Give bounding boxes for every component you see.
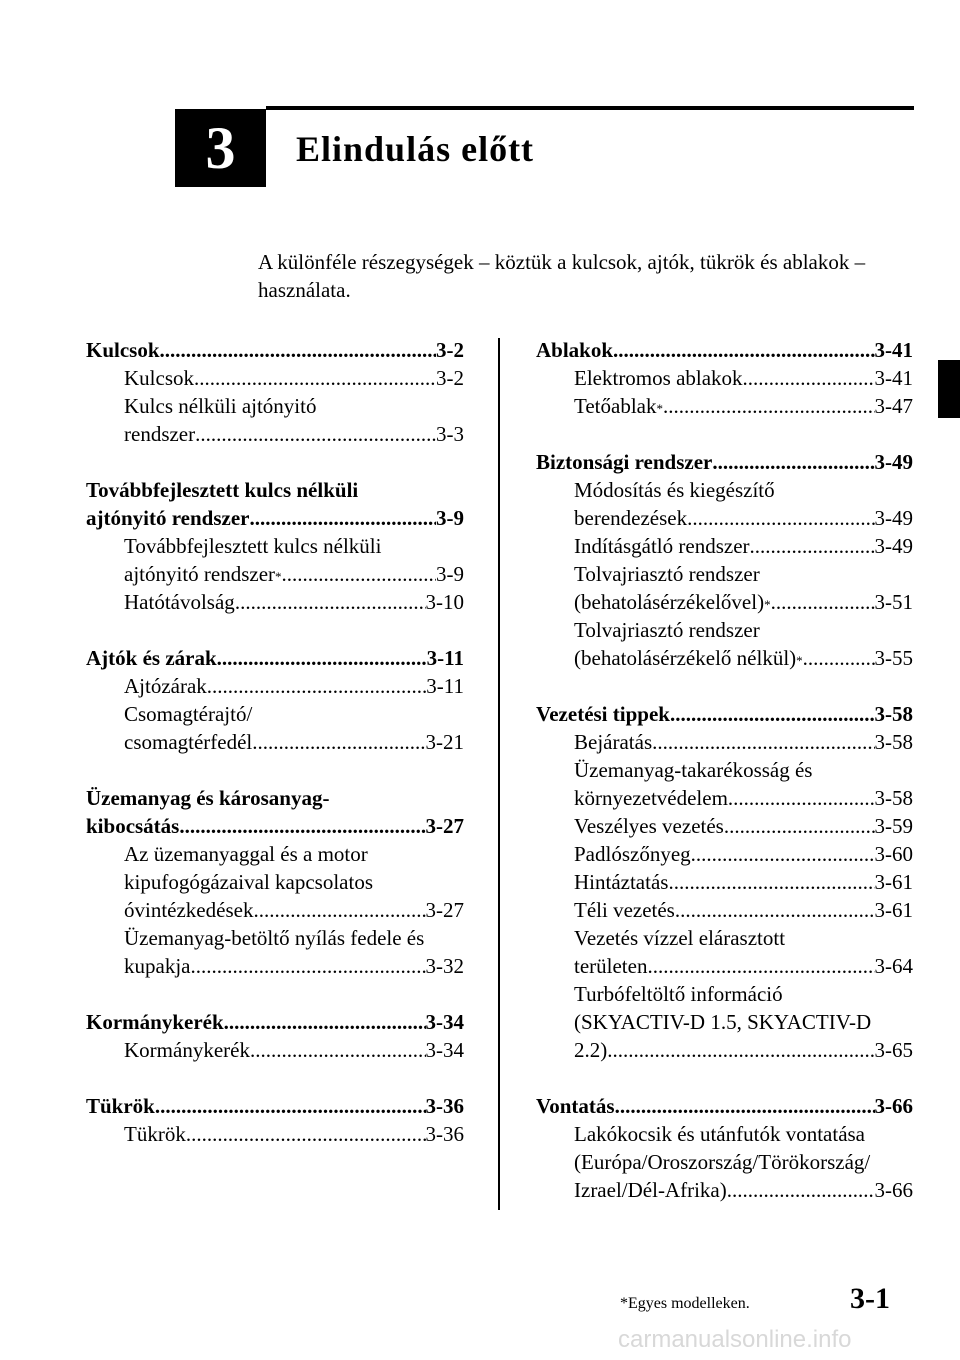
toc-entry-page: 3-65 bbox=[874, 1038, 913, 1062]
toc-section bbox=[86, 1008, 464, 1064]
toc-section-title: Vezetési tippek bbox=[536, 702, 670, 726]
dot-leader bbox=[743, 364, 875, 392]
toc-entry-line bbox=[536, 364, 913, 392]
toc-section bbox=[536, 448, 913, 672]
toc-entry-title: Üzemanyag-takarékosság és bbox=[574, 758, 813, 782]
dot-leader bbox=[724, 812, 875, 840]
toc-entry-line bbox=[536, 784, 913, 812]
toc-entry-line bbox=[536, 1036, 913, 1064]
toc-entry-page: 3-2 bbox=[436, 366, 464, 390]
dot-leader bbox=[179, 812, 425, 840]
dot-leader bbox=[687, 504, 874, 532]
toc-section bbox=[86, 476, 464, 616]
toc-entry-line bbox=[536, 952, 913, 980]
chapter-rule bbox=[266, 106, 914, 110]
dot-leader bbox=[750, 532, 875, 560]
toc-section-page: 3-9 bbox=[436, 506, 464, 530]
toc-entry-page: 3-66 bbox=[874, 1178, 913, 1202]
toc-section-title: Biztonsági rendszer bbox=[536, 450, 713, 474]
toc-section-line bbox=[536, 700, 913, 728]
toc-section-title: Ajtók és zárak bbox=[86, 646, 217, 670]
toc-section bbox=[536, 1092, 913, 1204]
toc-entry-title: rendszer bbox=[124, 422, 196, 446]
toc-entry-page: 3-11 bbox=[426, 674, 464, 698]
toc-section-line bbox=[86, 336, 464, 364]
dot-leader bbox=[160, 336, 436, 364]
toc-entry-title: Padlószőnyeg bbox=[574, 842, 691, 866]
toc-entry-line: ajtónyitó rendszer * ..... 3-9 bbox=[86, 560, 464, 588]
toc-entry-title: Turbófeltöltő információ bbox=[574, 982, 783, 1006]
dot-leader bbox=[282, 560, 436, 588]
toc-entry-page: 3-47 bbox=[874, 394, 913, 418]
toc-section-line bbox=[536, 1092, 913, 1120]
toc-entry-line bbox=[86, 1120, 464, 1148]
toc-entry-page: 3-59 bbox=[874, 814, 913, 838]
toc-section-line bbox=[86, 1092, 464, 1120]
toc-entry-title: Tolvajriasztó rendszer bbox=[574, 562, 760, 586]
toc-entry-title: területen bbox=[574, 954, 648, 978]
toc-section-line bbox=[536, 448, 913, 476]
toc-entry-page: 3-21 bbox=[425, 730, 464, 754]
toc-section-line bbox=[536, 336, 913, 364]
toc-entry-title: (Európa/Oroszország/Törökország/ bbox=[574, 1150, 871, 1174]
dot-leader bbox=[691, 840, 875, 868]
dot-leader bbox=[675, 896, 875, 924]
toc-entry-line bbox=[86, 364, 464, 392]
toc-entry-title: Tetőablak bbox=[574, 394, 657, 418]
toc-entry-title: Az üzemanyaggal és a motor bbox=[124, 842, 368, 866]
dot-leader bbox=[607, 1036, 874, 1064]
toc-entry-page: 3-61 bbox=[874, 870, 913, 894]
toc-entry-page: 3-36 bbox=[425, 1122, 464, 1146]
dot-leader bbox=[771, 588, 875, 616]
toc-entry-title: Ajtózárak bbox=[124, 674, 207, 698]
toc-entry-line bbox=[536, 840, 913, 868]
toc-section-page: 3-2 bbox=[436, 338, 464, 362]
toc-section-line bbox=[86, 504, 464, 532]
toc-section-title: Üzemanyag és károsanyag- bbox=[86, 786, 330, 810]
toc-entry-title: Vezetés vízzel elárasztott bbox=[574, 926, 786, 950]
toc-section-title: Kulcsok bbox=[86, 338, 160, 362]
toc-section bbox=[536, 336, 913, 420]
chapter-number-box bbox=[175, 109, 266, 187]
toc-section-title: ajtónyitó rendszer bbox=[86, 506, 250, 530]
toc-section-title: Kormánykerék bbox=[86, 1010, 224, 1034]
toc-right-column bbox=[536, 336, 913, 1232]
toc-entry-line: (behatolásérzékelővel) * ..... 3-51 bbox=[536, 588, 913, 616]
toc-entry-title: Kulcs nélküli ajtónyitó bbox=[124, 394, 317, 418]
toc-entry-title: Bejáratás bbox=[574, 730, 653, 754]
dot-leader bbox=[803, 644, 875, 672]
toc-section-line bbox=[86, 1008, 464, 1036]
toc-entry-title: Tolvajriasztó rendszer bbox=[574, 618, 760, 642]
watermark: carmanualsonline.info bbox=[618, 1326, 852, 1353]
toc-entry-page: 3-34 bbox=[425, 1038, 464, 1062]
chapter-intro: A különféle részegységek – köztük a kulcsok, ajtók, tükrök és ablakok – használata. bbox=[258, 250, 866, 302]
toc-entry-title: berendezések bbox=[574, 506, 688, 530]
toc-entry-page: 3-60 bbox=[874, 842, 913, 866]
toc-left-column bbox=[86, 336, 464, 1176]
toc-entry-title: Tükrök bbox=[124, 1122, 186, 1146]
toc-entry-line bbox=[536, 532, 913, 560]
toc-entry-page: 3-9 bbox=[436, 562, 464, 586]
toc-entry-title: Lakókocsik és utánfutók vontatása bbox=[574, 1122, 866, 1146]
toc-section-page: 3-66 bbox=[874, 1094, 913, 1118]
toc-entry-page: 3-58 bbox=[874, 786, 913, 810]
page-number: 3-1 bbox=[850, 1282, 890, 1315]
toc-entry-page: 3-41 bbox=[874, 366, 913, 390]
toc-section-page: 3-58 bbox=[874, 702, 913, 726]
chapter-number: 3 bbox=[205, 115, 236, 181]
dot-leader bbox=[668, 868, 874, 896]
toc-entry-title: Indításgátló rendszer bbox=[574, 534, 750, 558]
toc-entry-line bbox=[536, 896, 913, 924]
dot-leader bbox=[217, 644, 427, 672]
toc-entry-title: Csomagtérajtó/ bbox=[124, 702, 253, 726]
toc-entry-title: ajtónyitó rendszer bbox=[124, 562, 276, 586]
toc-entry-title: (behatolásérzékelővel) bbox=[574, 590, 765, 614]
toc-section-page: 3-11 bbox=[426, 646, 464, 670]
toc-entry-title: (SKYACTIV-D 1.5, SKYACTIV-D bbox=[574, 1010, 872, 1034]
column-divider bbox=[498, 338, 500, 1210]
toc-entry-title: kupakja bbox=[124, 954, 191, 978]
toc-entry-title: Elektromos ablakok bbox=[574, 366, 743, 390]
toc-entry-line bbox=[536, 504, 913, 532]
toc-entry-title: Hintáztatás bbox=[574, 870, 669, 894]
toc-entry-line: Tetőablak * ..... 3-47 bbox=[536, 392, 913, 420]
toc-entry-title: Üzemanyag-betöltő nyílás fedele és bbox=[124, 926, 425, 950]
toc-entry-line bbox=[86, 896, 464, 924]
toc-entry-page: 3-32 bbox=[425, 954, 464, 978]
toc-section bbox=[86, 336, 464, 448]
toc-section-title: Vontatás bbox=[536, 1094, 615, 1118]
toc-entry-line bbox=[86, 420, 464, 448]
toc-entry-page: 3-3 bbox=[436, 422, 464, 446]
toc-section bbox=[86, 644, 464, 756]
dot-leader bbox=[155, 1092, 426, 1120]
dot-leader bbox=[652, 728, 874, 756]
toc-section-line bbox=[86, 812, 464, 840]
toc-entry-title: Kulcsok bbox=[124, 366, 194, 390]
toc-section-page: 3-34 bbox=[425, 1010, 464, 1034]
toc-entry-title: Módosítás és kiegészítő bbox=[574, 478, 775, 502]
dot-leader bbox=[235, 588, 426, 616]
toc-entry-title: Izrael/Dél-Afrika) bbox=[574, 1178, 727, 1202]
toc-entry-title: óvintézkedések bbox=[124, 898, 254, 922]
toc-entry-line bbox=[86, 952, 464, 980]
toc-entry-line bbox=[536, 868, 913, 896]
toc-section bbox=[86, 1092, 464, 1148]
dot-leader bbox=[194, 364, 436, 392]
toc-entry-page: 3-10 bbox=[425, 590, 464, 614]
dot-leader bbox=[613, 336, 874, 364]
dot-leader bbox=[253, 896, 425, 924]
dot-leader bbox=[727, 1176, 875, 1204]
dot-leader bbox=[647, 952, 874, 980]
toc-section-line bbox=[86, 644, 464, 672]
toc-entry-page: 3-58 bbox=[874, 730, 913, 754]
toc-entry-line bbox=[536, 1176, 913, 1204]
dot-leader bbox=[224, 1008, 426, 1036]
toc-entry-title: 2.2) bbox=[574, 1038, 608, 1062]
toc-section bbox=[86, 784, 464, 980]
toc-entry-page: 3-61 bbox=[874, 898, 913, 922]
dot-leader bbox=[207, 672, 426, 700]
toc-entry-title: csomagtérfedél bbox=[124, 730, 253, 754]
dot-leader bbox=[728, 784, 875, 812]
toc-entry-title: (behatolásérzékelő nélkül) bbox=[574, 646, 797, 670]
toc-entry-line bbox=[536, 728, 913, 756]
toc-entry-line bbox=[86, 728, 464, 756]
dot-leader bbox=[190, 952, 425, 980]
toc-section-title: kibocsátás bbox=[86, 814, 180, 838]
toc-section bbox=[536, 700, 913, 1064]
dot-leader bbox=[663, 392, 875, 420]
toc-entry-page: 3-27 bbox=[425, 898, 464, 922]
toc-entry-page: 3-49 bbox=[874, 506, 913, 530]
toc-entry-title: Kormánykerék bbox=[124, 1038, 250, 1062]
chapter-title: Elindulás előtt bbox=[296, 129, 535, 169]
toc-entry-title: Téli vezetés bbox=[574, 898, 675, 922]
toc-section-page: 3-49 bbox=[874, 450, 913, 474]
toc-entry-title: Veszélyes vezetés bbox=[574, 814, 724, 838]
toc-entry-line bbox=[86, 1036, 464, 1064]
toc-section-title: Továbbfejlesztett kulcs nélküli bbox=[86, 478, 359, 502]
dot-leader bbox=[250, 1036, 426, 1064]
toc-entry-line: (behatolásérzékelő nélkül) * ..... 3-55 bbox=[536, 644, 913, 672]
dot-leader bbox=[195, 420, 436, 448]
dot-leader bbox=[712, 448, 874, 476]
toc-entry-title: környezetvédelem bbox=[574, 786, 728, 810]
dot-leader bbox=[670, 700, 875, 728]
toc-entry-page: 3-49 bbox=[874, 534, 913, 558]
toc-section-page: 3-27 bbox=[425, 814, 464, 838]
toc-section-title: Tükrök bbox=[86, 1094, 155, 1118]
toc-entry-title: Továbbfejlesztett kulcs nélküli bbox=[124, 534, 382, 558]
dot-leader bbox=[186, 1120, 426, 1148]
chapter-side-tab bbox=[938, 360, 960, 418]
toc-entry-title: Hatótávolság bbox=[124, 590, 235, 614]
toc-entry-page: 3-55 bbox=[874, 646, 913, 670]
footnote: *Egyes modelleken. bbox=[620, 1295, 750, 1312]
toc-entry-line bbox=[536, 812, 913, 840]
toc-section-title: Ablakok bbox=[536, 338, 614, 362]
dot-leader bbox=[252, 728, 425, 756]
toc-section-page: 3-36 bbox=[425, 1094, 464, 1118]
toc-entry-line bbox=[86, 588, 464, 616]
toc-section-page: 3-41 bbox=[874, 338, 913, 362]
dot-leader bbox=[250, 504, 437, 532]
toc-entry-page: 3-51 bbox=[874, 590, 913, 614]
toc-entry-page: 3-64 bbox=[874, 954, 913, 978]
toc-entry-line bbox=[86, 672, 464, 700]
toc-entry-title: kipufogógázaival kapcsolatos bbox=[124, 870, 374, 894]
dot-leader bbox=[615, 1092, 875, 1120]
